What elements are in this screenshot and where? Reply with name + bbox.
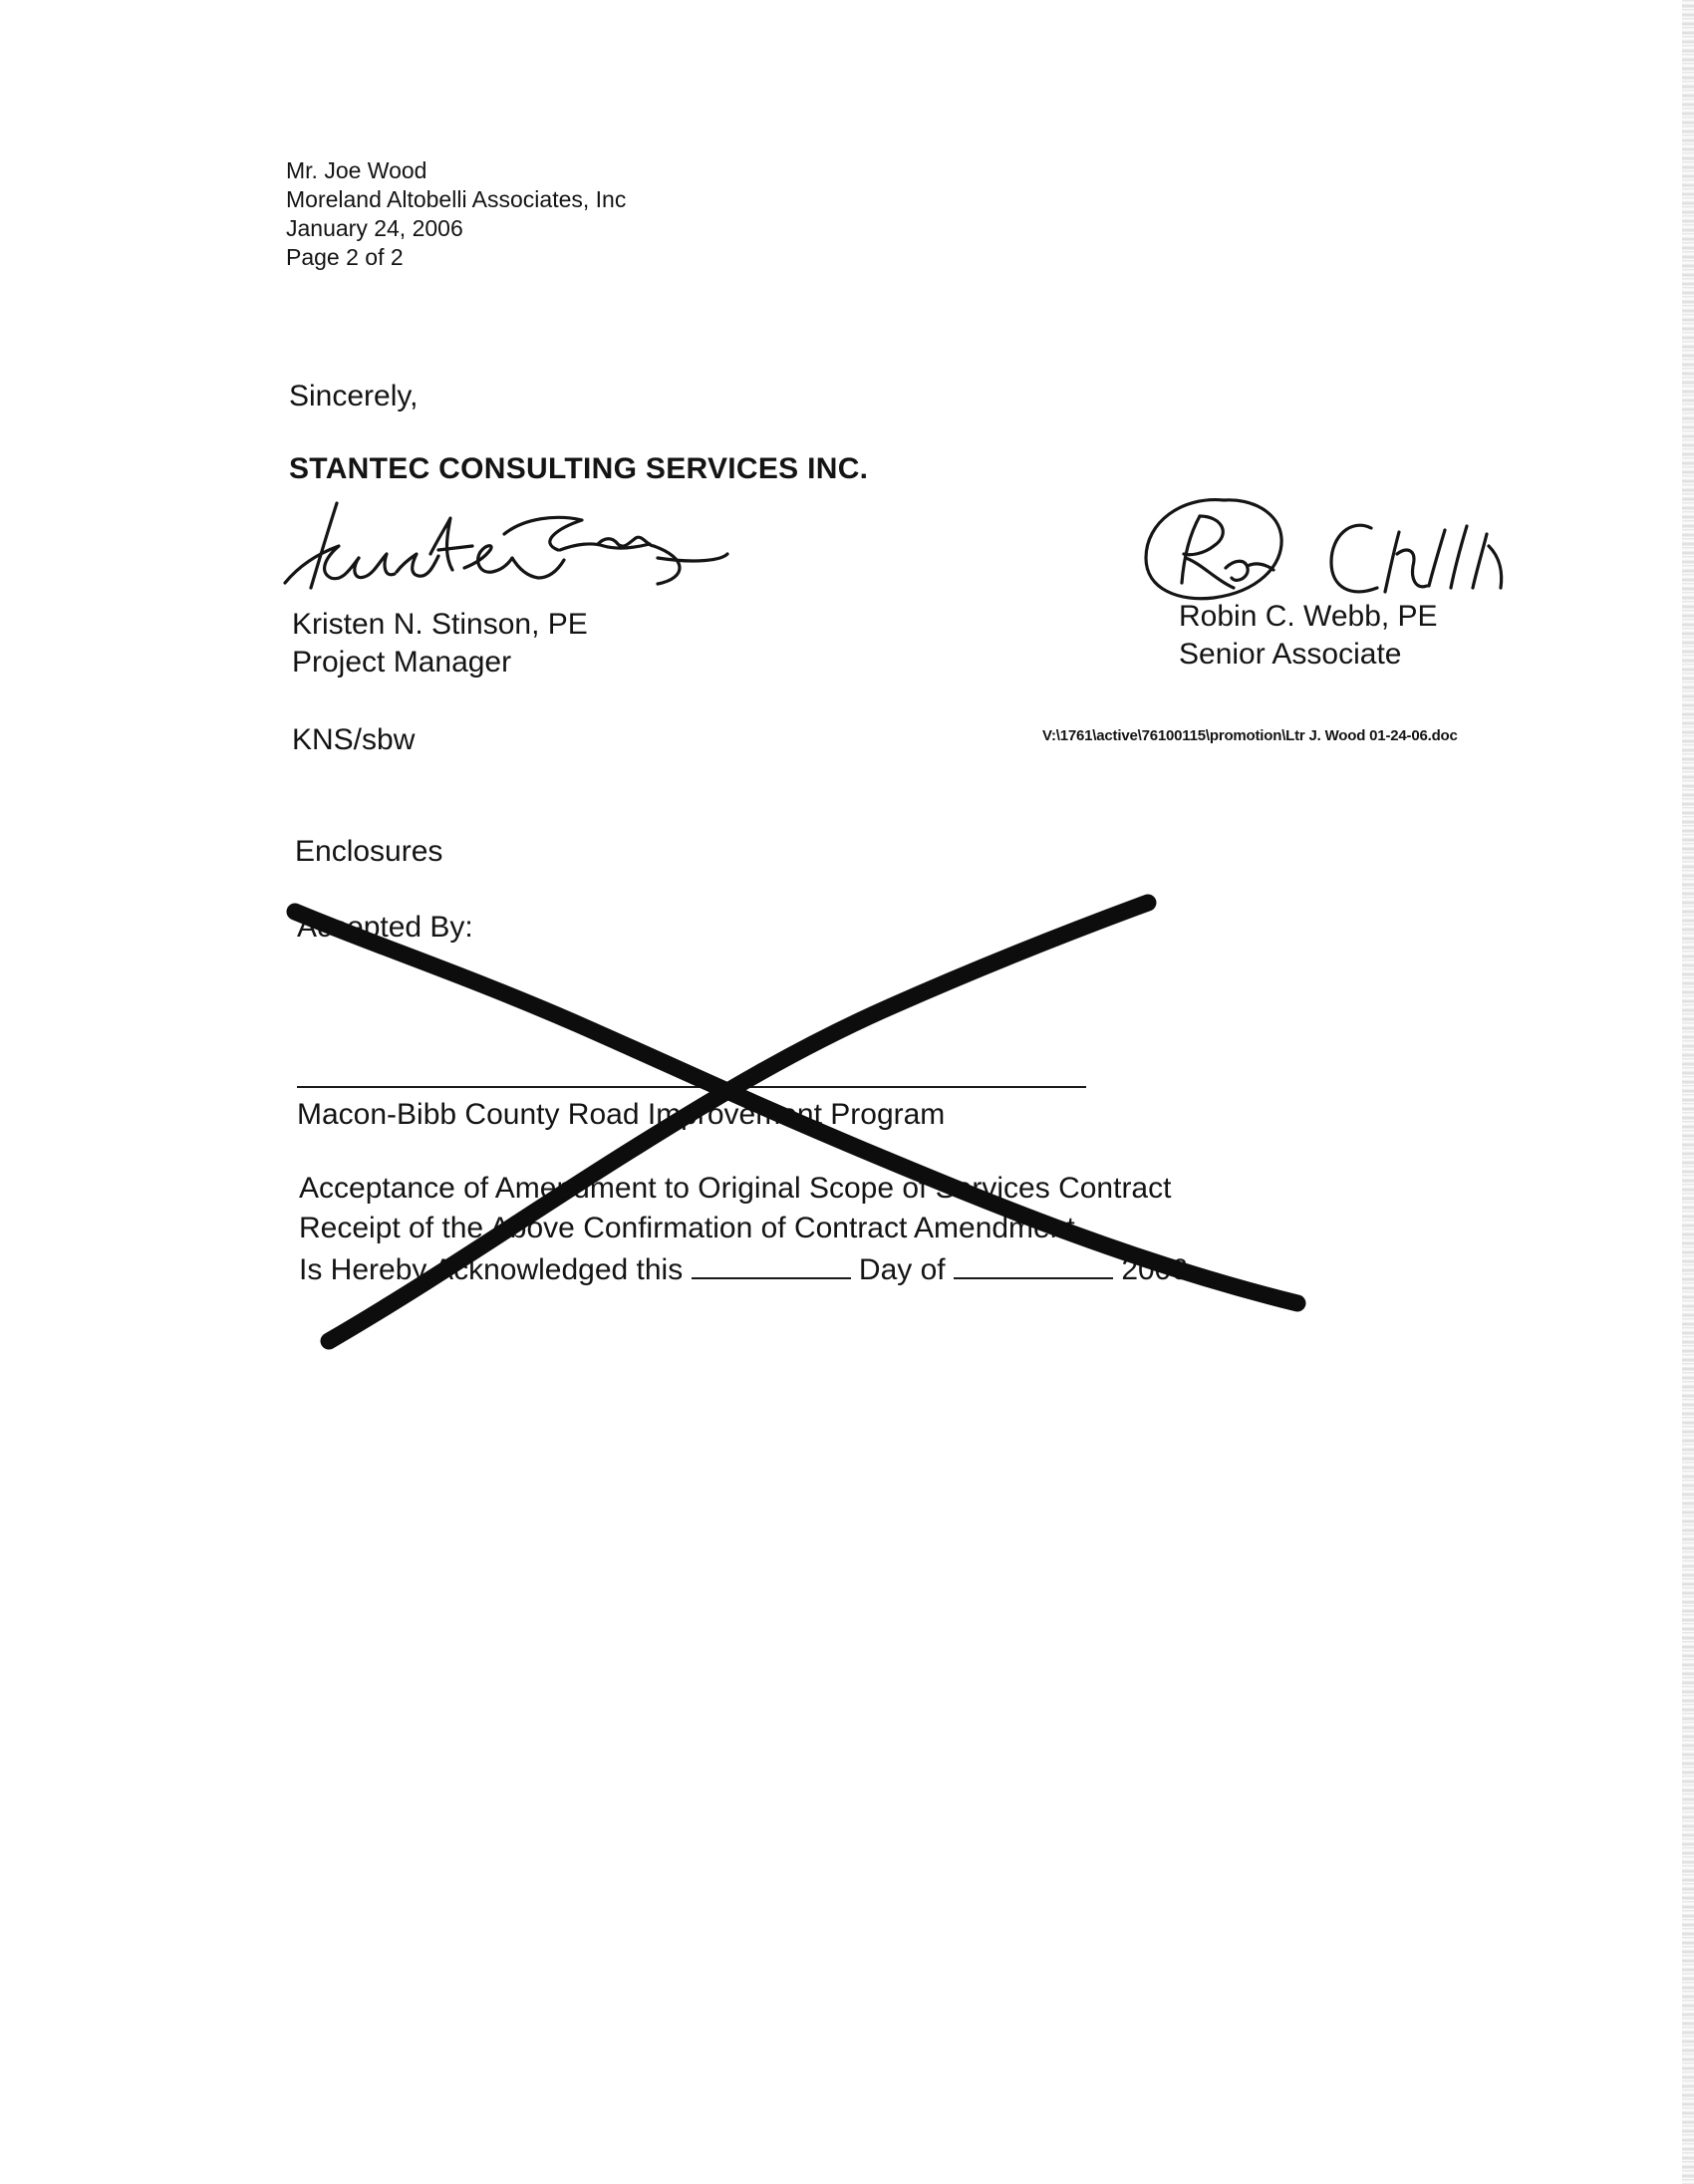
recipient-company: Moreland Altobelli Associates, Inc	[286, 186, 627, 212]
signatory-title-left: Project Manager	[292, 646, 512, 679]
accepted-by-label: Accepted By:	[297, 911, 473, 944]
acceptance-line-2: Receipt of the Above Confirmation of Contract Amendment	[299, 1212, 1075, 1244]
acceptance-line-3-suffix: 2006	[1121, 1253, 1189, 1286]
scan-edge-noise	[1682, 0, 1694, 2184]
signatory-name-left: Kristen N. Stinson, PE	[292, 608, 588, 641]
typist-initials: KNS/sbw	[292, 723, 416, 756]
acceptance-line-3-mid: Day of	[858, 1253, 946, 1286]
file-path: V:\1761\active\76100115\promotion\Ltr J. Wood 01-24-06.doc	[1042, 727, 1458, 744]
signatory-title-right: Senior Associate	[1179, 638, 1402, 671]
page-number: Page 2 of 2	[286, 244, 404, 270]
signatory-name-right: Robin C. Webb, PE	[1179, 600, 1438, 633]
signature-right	[1146, 500, 1502, 599]
month-blank	[954, 1253, 1113, 1279]
acceptance-signature-line	[297, 1086, 1086, 1088]
closing-salutation: Sincerely,	[289, 380, 419, 412]
acceptance-line-1: Acceptance of Amendment to Original Scope of Services Contract	[299, 1172, 1172, 1205]
enclosures-label: Enclosures	[295, 835, 443, 868]
acceptance-organization: Macon-Bibb County Road Improvement Program	[297, 1098, 946, 1131]
signature-left	[285, 503, 727, 588]
day-blank	[692, 1253, 851, 1279]
letter-date: January 24, 2006	[286, 215, 463, 241]
acceptance-line-3	[299, 1253, 1188, 1285]
acceptance-line-3-prefix: Is Hereby Acknowledged this	[299, 1253, 684, 1286]
sender-company: STANTEC CONSULTING SERVICES INC.	[289, 452, 869, 485]
recipient-name: Mr. Joe Wood	[286, 157, 427, 183]
